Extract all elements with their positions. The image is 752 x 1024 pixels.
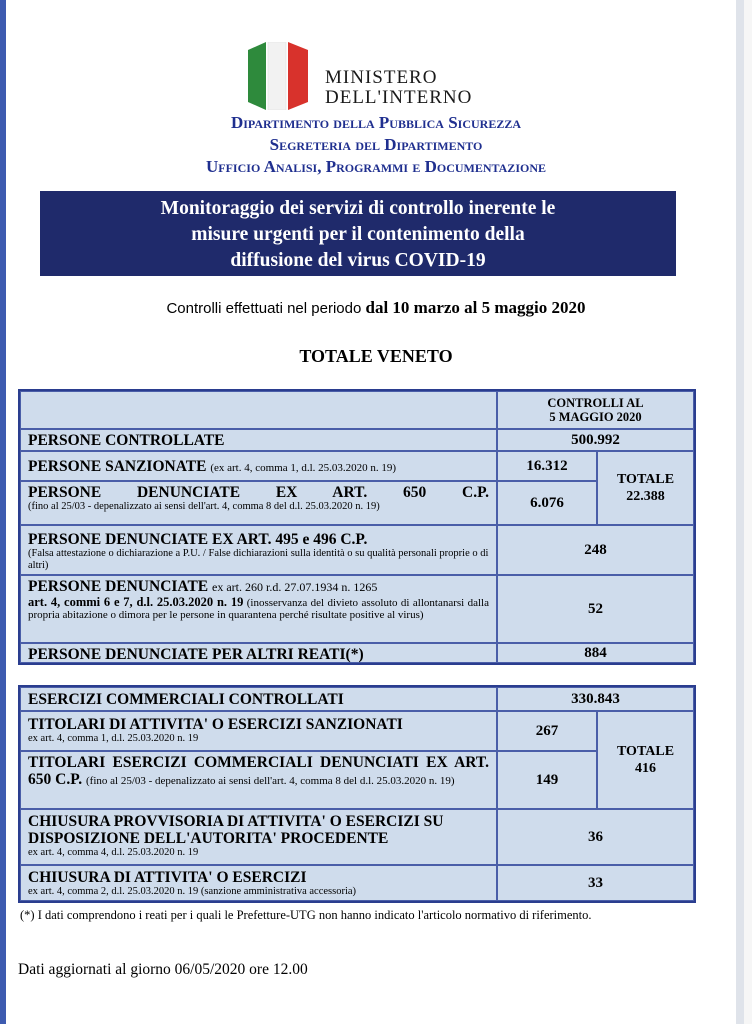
region-title: TOTALE VENETO bbox=[299, 346, 453, 366]
row-persone-sanzionate-label bbox=[20, 451, 497, 481]
esercizi-controllati-value: 330.843 bbox=[497, 687, 694, 711]
row-denunciate-260-label bbox=[20, 575, 497, 643]
persone-controllate-value: 500.992 bbox=[497, 429, 694, 451]
titolari-denunciati-value: 149 bbox=[497, 751, 597, 809]
banner-line3: diffusione del virus COVID-19 bbox=[230, 250, 486, 271]
ministry-line2: DELL'INTERNO bbox=[325, 87, 473, 108]
period-prefix: Controlli effettuati nel periodo bbox=[166, 300, 362, 317]
banner-line1: Monitoraggio dei servizi di controllo inerente le bbox=[160, 198, 556, 219]
ministry-name bbox=[325, 68, 472, 108]
chiusura-provvisoria-value: 36 bbox=[497, 809, 694, 865]
business-table bbox=[18, 685, 696, 903]
department-title: Dipartimento della Pubblica Sicurezza bbox=[230, 113, 522, 132]
denunciate-260-label2: art. 4, commi 6 e 7, d.l. 25.03.2020 n. 19 bbox=[28, 595, 244, 609]
chiusura-note: ex art. 4, comma 2, d.l. 25.03.2020 n. 19 (sanzione amministrativa accessoria) bbox=[28, 886, 357, 897]
denunciate-650-note: (fino al 25/03 - depenalizzato ai sensi dell'art. 4, comma 8 del d.l. 25.03.2020 n. 19) bbox=[28, 501, 380, 512]
persone-sanzionate-value: 16.312 bbox=[497, 451, 597, 481]
denunciate-260-value: 52 bbox=[497, 575, 694, 643]
persone-sanzionate-note: (ex art. 4, comma 1, d.l. 25.03.2020 n. 19) bbox=[210, 462, 397, 474]
denunciate-495-value: 248 bbox=[497, 525, 694, 575]
esercizi-controllati-label: ESERCIZI COMMERCIALI CONTROLLATI bbox=[28, 691, 344, 708]
chiusura-provvisoria-label: CHIUSURA PROVVISORIA DI ATTIVITA' O ESERCIZI SU DISPOSIZIONE DELL'AUTORITA' PROCEDENTE bbox=[28, 813, 444, 847]
chiusura-value: 33 bbox=[497, 865, 694, 901]
column-header-line1: CONTROLLI AL bbox=[547, 396, 644, 410]
office-title: Ufficio Analisi, Programmi e Documentazione bbox=[206, 157, 546, 176]
ministry-line1: MINISTERO bbox=[325, 67, 438, 88]
titolari-denunciati-note: (fino al 25/03 - depenalizzato ai sensi dell'art. 4, comma 8 del d.l. 25.03.2020 n. 19) bbox=[86, 775, 455, 787]
persons-table bbox=[18, 389, 696, 665]
report-banner bbox=[40, 191, 676, 276]
titolari-sanzionati-value: 267 bbox=[497, 711, 597, 751]
row-esercizi-controllati-label bbox=[20, 687, 497, 711]
secretariat-title: Segreteria del Dipartimento bbox=[269, 135, 483, 154]
row-titolari-sanzionati-label bbox=[20, 711, 497, 751]
updated-date: Dati aggiornati al giorno 06/05/2020 ore 12.00 bbox=[18, 961, 308, 978]
column-header-line2: 5 MAGGIO 2020 bbox=[549, 410, 642, 424]
row-chiusura-provvisoria-label bbox=[20, 809, 497, 865]
persone-controllate-label: PERSONE CONTROLLATE bbox=[28, 432, 225, 449]
column-header bbox=[497, 391, 694, 429]
denunciate-260-note: (inosservanza del divieto assoluto di allontanarsi dalla propria abitazione o dimora per le persone in quarantena perché risultate positive al virus) bbox=[28, 597, 489, 621]
titolari-sanzionati-note: ex art. 4, comma 1, d.l. 25.03.2020 n. 19 bbox=[28, 733, 199, 744]
altri-reati-value: 884 bbox=[497, 643, 694, 663]
denunciate-260-label: PERSONE DENUNCIATE bbox=[28, 578, 209, 595]
banner-line2: misure urgenti per il contenimento della bbox=[191, 224, 525, 245]
business-totale-value: 416 bbox=[635, 761, 656, 776]
row-denunciate-650-label bbox=[20, 481, 497, 525]
ministry-logo bbox=[248, 42, 308, 110]
header-empty-cell bbox=[20, 391, 497, 429]
chiusura-provvisoria-note: ex art. 4, comma 4, d.l. 25.03.2020 n. 19 bbox=[28, 847, 199, 858]
chiusura-label: CHIUSURA DI ATTIVITA' O ESERCIZI bbox=[28, 869, 307, 886]
business-totale bbox=[597, 711, 694, 809]
row-persone-controllate-label bbox=[20, 429, 497, 451]
titolari-denunciati-label: TITOLARI ESERCIZI COMMERCIALI DENUNCIATI EX ART. 650 C.P. bbox=[28, 754, 489, 788]
period-line bbox=[0, 298, 752, 318]
altri-reati-label: PERSONE DENUNCIATE PER ALTRI REATI(*) bbox=[28, 646, 364, 663]
denunciate-260-inline: ex art. 260 r.d. 27.07.1934 n. 1265 bbox=[212, 580, 378, 594]
persons-totale bbox=[597, 451, 694, 525]
period-range: dal 10 marzo al 5 maggio 2020 bbox=[365, 298, 586, 317]
row-titolari-denunciati-label bbox=[20, 751, 497, 809]
denunciate-495-note: (Falsa attestazione o dichiarazione a P.U. / False dichiarazioni sulla identità o su qualità personali proprie o di altri) bbox=[28, 548, 489, 571]
persone-sanzionate-label: PERSONE SANZIONATE bbox=[28, 458, 207, 475]
row-denunciate-495-label bbox=[20, 525, 497, 575]
row-altri-reati-label bbox=[20, 643, 497, 663]
footnote: (*) I dati comprendono i reati per i quali le Prefetture-UTG non hanno indicato l'articolo normativo di riferimento. bbox=[20, 908, 592, 922]
persons-totale-label: TOTALE bbox=[616, 472, 675, 487]
denunciate-650-label: PERSONE DENUNCIATE EX ART. 650 C.P. bbox=[28, 484, 489, 501]
row-chiusura-label bbox=[20, 865, 497, 901]
titolari-sanzionati-label: TITOLARI DI ATTIVITA' O ESERCIZI SANZIONATI bbox=[28, 716, 403, 733]
persons-totale-value: 22.388 bbox=[626, 489, 665, 504]
denunciate-650-value: 6.076 bbox=[497, 481, 597, 525]
business-totale-label: TOTALE bbox=[616, 744, 675, 759]
denunciate-495-label: PERSONE DENUNCIATE EX ART. 495 e 496 C.P. bbox=[28, 531, 368, 548]
